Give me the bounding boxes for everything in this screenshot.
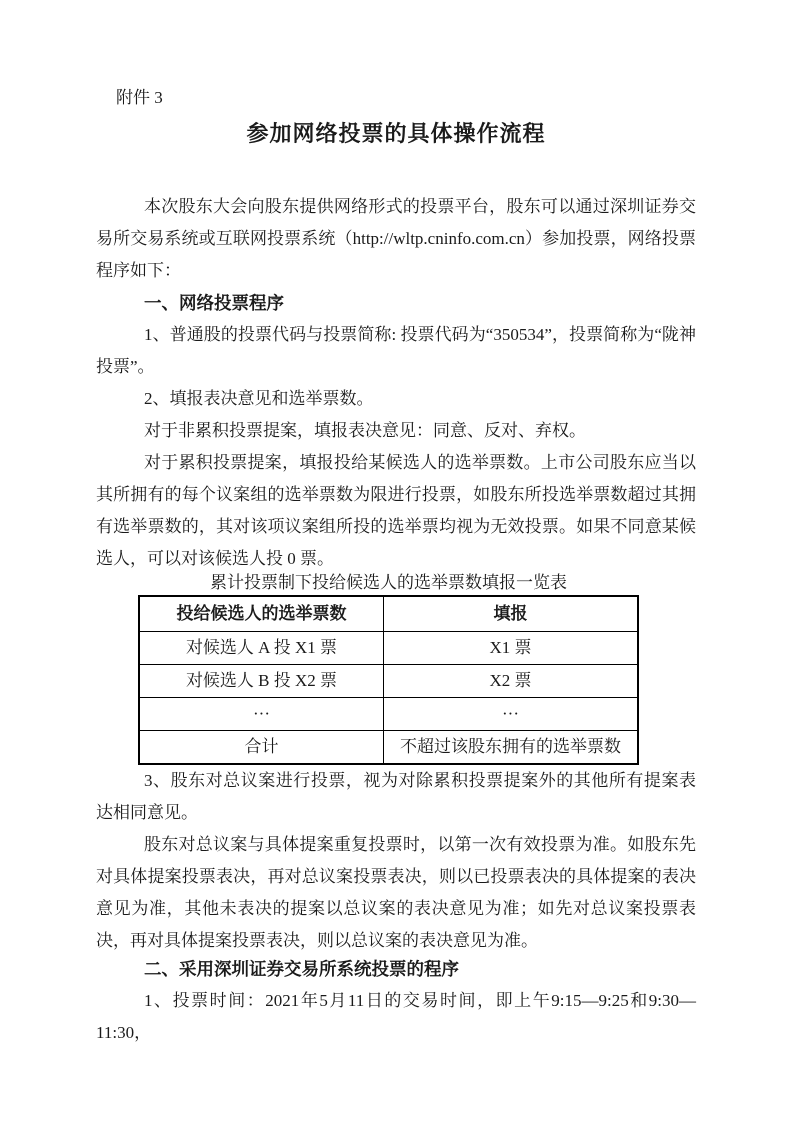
section2-paragraph-1: 1、投票时间：2021年5月11日的交易时间，即上午9:15—9:25和9:30—11:30， [96, 991, 696, 1042]
table-cell: ··· [384, 698, 639, 731]
table-cell: 对候选人 A 投 X1 票 [139, 632, 384, 665]
cumulative-voting-table [138, 595, 639, 765]
section2-heading: 二、采用深圳证券交易所系统投票的程序 [144, 959, 459, 979]
table-row [139, 632, 638, 665]
table-cell: ··· [139, 698, 384, 731]
section1-paragraph-5: 3、股东对总议案进行投票，视为对除累积投票提案外的其他所有提案表达相同意见。 [96, 771, 696, 822]
section1-paragraph-3: 对于非累积投票提案，填报表决意见：同意、反对、弃权。 [144, 421, 586, 440]
table-cell: 不超过该股东拥有的选举票数 [384, 731, 639, 765]
table-row [139, 698, 638, 731]
section1-paragraph-1: 1、普通股的投票代码与投票简称: 投票代码为“350534”，投票简称为“陇神投票”。 [96, 325, 696, 376]
table-header-votes: 投给候选人的选举票数 [139, 596, 384, 632]
table-caption: 累计投票制下投给候选人的选举票数填报一览表 [210, 573, 567, 592]
page-title: 参加网络投票的具体操作流程 [246, 121, 546, 146]
table-header-row [139, 596, 638, 632]
table-row [139, 731, 638, 765]
table-cell: 合计 [139, 731, 384, 765]
section1-paragraph-6: 股东对总议案与具体提案重复投票时，以第一次有效投票为准。如股东先对具体提案投票表决，再对总议案投票表决，则以已投票表决的具体提案的表决意见为准，其他未表决的提案以总议案的表决意见为准；如先对总议案投票表决，再对具体提案投票表决，则以总议案的表决意见为准。 [96, 835, 696, 950]
section1-heading: 一、网络投票程序 [144, 293, 284, 313]
section1-paragraph-4: 对于累积投票提案，填报投给某候选人的选举票数。上市公司股东应当以其所拥有的每个议案组的选举票数为限进行投票，如股东所投选举票数超过其拥有选举票数的，其对该项议案组所投的选举票均视为无效投票。如果不同意某候选人，可以对该候选人投 0 票。 [96, 453, 696, 568]
table-header-fill: 填报 [384, 596, 639, 632]
table-cell: 对候选人 B 投 X2 票 [139, 665, 384, 698]
intro-paragraph: 本次股东大会向股东提供网络形式的投票平台，股东可以通过深圳证券交易所交易系统或互联网投票系统（http://wltp.cninfo.com.cn）参加投票，网络投票程序如下： [96, 197, 696, 280]
attachment-label: 附件 3 [116, 88, 163, 107]
table-row [139, 665, 638, 698]
table-cell: X1 票 [384, 632, 639, 665]
section1-paragraph-2: 2、填报表决意见和选举票数。 [144, 389, 374, 408]
table-cell: X2 票 [384, 665, 639, 698]
